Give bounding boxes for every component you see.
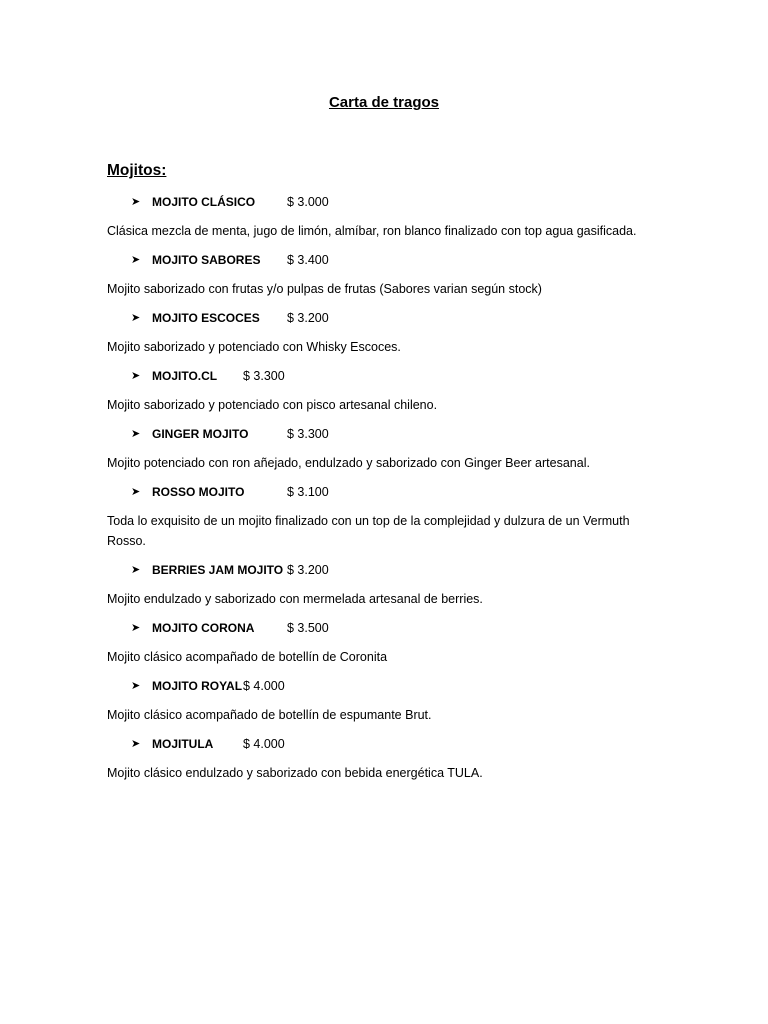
section-heading: Mojitos: [107, 162, 167, 179]
drink-description: Mojito potenciado con ron añejado, endulzado y saborizado con Ginger Beer artesanal. [107, 456, 590, 470]
drink-price: $ 3.500 [287, 621, 329, 635]
drink-name: MOJITULA [152, 737, 214, 751]
arrowhead-bullet-icon: ➤ [131, 738, 141, 750]
page-title: Carta de tragos [328, 94, 440, 111]
drink-description: Toda lo exquisito de un mojito finalizado con un top de la complejidad y dulzura de un Vermuth Rosso. [107, 514, 630, 548]
drink-description: Mojito clásico endulzado y saborizado con bebida energética TULA. [107, 766, 483, 780]
list-item [0, 482, 768, 560]
arrowhead-bullet-icon: ➤ [131, 486, 141, 498]
arrowhead-bullet-icon: ➤ [131, 196, 141, 208]
drink-name: MOJITO SABORES [152, 253, 261, 267]
drink-price: $ 3.200 [287, 563, 329, 577]
drink-description: Clásica mezcla de menta, jugo de limón, almíbar, ron blanco finalizado con top agua gasificada. [107, 224, 637, 238]
drink-description: Mojito saborizado y potenciado con pisco artesanal chileno. [107, 398, 438, 412]
drink-price: $ 4.000 [243, 679, 285, 693]
drink-description: Mojito endulzado y saborizado con mermelada artesanal de berries. [107, 592, 483, 606]
arrowhead-bullet-icon: ➤ [131, 254, 141, 266]
drink-price: $ 3.400 [287, 253, 329, 267]
list-item [0, 250, 768, 308]
drink-name: MOJITO ESCOCES [152, 311, 260, 325]
drink-name: GINGER MOJITO [152, 427, 249, 441]
drink-name: MOJITO CORONA [152, 621, 255, 635]
arrowhead-bullet-icon: ➤ [131, 680, 141, 692]
list-item [0, 560, 768, 618]
drink-name: ROSSO MOJITO [152, 485, 245, 499]
list-item [0, 424, 768, 482]
list-item [0, 676, 768, 734]
arrowhead-bullet-icon: ➤ [131, 564, 141, 576]
drink-description: Mojito saborizado con frutas y/o pulpas de frutas (Sabores varian según stock) [107, 282, 542, 296]
drink-description: Mojito clásico acompañado de botellín de Coronita [107, 650, 388, 664]
drink-name: BERRIES JAM MOJITO [152, 563, 284, 577]
arrowhead-bullet-icon: ➤ [131, 312, 141, 324]
list-item [0, 734, 768, 792]
drink-list [0, 192, 768, 792]
list-item [0, 308, 768, 366]
drink-price: $ 3.000 [287, 195, 329, 209]
drink-price: $ 3.200 [287, 311, 329, 325]
drink-name: MOJITO.CL [152, 369, 218, 383]
drink-description: Mojito clásico acompañado de botellín de espumante Brut. [107, 708, 432, 722]
drink-price: $ 3.300 [287, 427, 329, 441]
drink-description: Mojito saborizado y potenciado con Whisky Escoces. [107, 340, 401, 354]
drink-name: MOJITO CLÁSICO [152, 195, 256, 209]
drink-name: MOJITO ROYAL [152, 679, 243, 693]
drink-price: $ 3.300 [243, 369, 285, 383]
list-item [0, 366, 768, 424]
arrowhead-bullet-icon: ➤ [131, 428, 141, 440]
arrowhead-bullet-icon: ➤ [131, 622, 141, 634]
arrowhead-bullet-icon: ➤ [131, 370, 141, 382]
drink-price: $ 4.000 [243, 737, 285, 751]
list-item [0, 192, 768, 250]
list-item [0, 618, 768, 676]
drink-price: $ 3.100 [287, 485, 329, 499]
